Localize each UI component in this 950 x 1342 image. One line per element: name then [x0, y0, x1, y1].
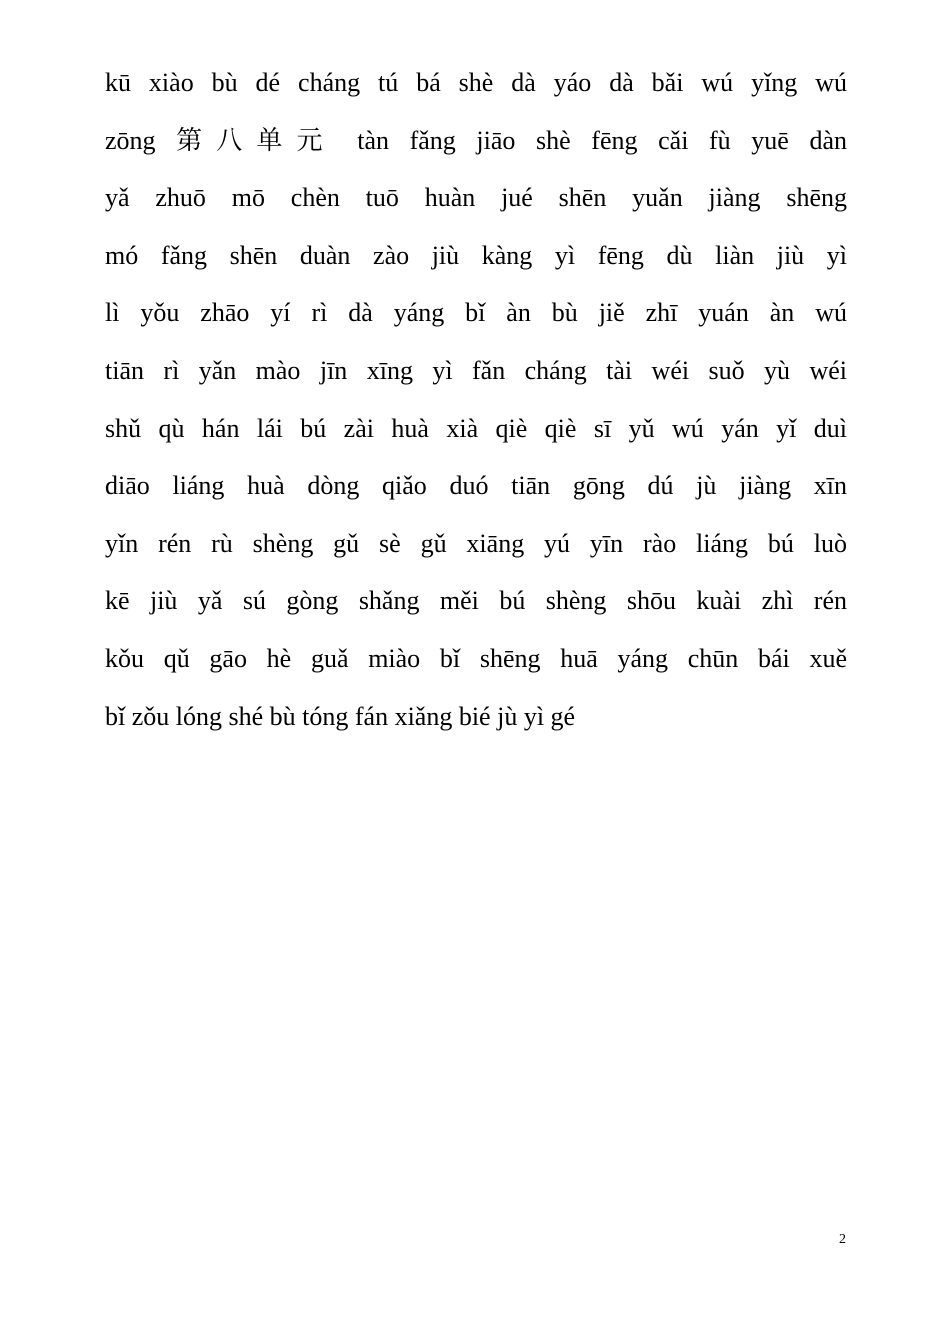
page-number: 2	[839, 1232, 846, 1247]
text-line-3: yǎ zhuō mō chèn tuō huàn jué shēn yuǎn jiàng shēng	[105, 183, 847, 213]
text-line-8: diāo liáng huà dòng qiǎo duó tiān gōng dú jù jiàng xīn	[105, 471, 847, 501]
text-line-5: lì yǒu zhāo yí rì dà yáng bǐ àn bù jiě zhī yuán àn wú	[105, 298, 847, 328]
text-line-6: tiān rì yǎn mào jīn xīng yì fǎn cháng tài wéi suǒ yù wéi	[105, 355, 847, 385]
text-line-10: kē jiù yǎ sú gòng shǎng měi bú shèng shōu kuài zhì rén	[105, 586, 847, 616]
text-line-7: shǔ qù hán lái bú zài huà xià qiè qiè sī yǔ wú yán yǐ duì	[105, 413, 847, 443]
text-line-2: zōng 第八单元 tàn fǎng jiāo shè fēng cǎi fù yuē dàn	[105, 125, 847, 155]
text-line-4: mó fǎng shēn duàn zào jiù kàng yì fēng dù liàn jiù yì	[105, 240, 847, 270]
text-line-1: kū xiào bù dé cháng tú bá shè dà yáo dà bǎi wú yǐng wú	[105, 68, 847, 97]
pinyin-text-block	[105, 54, 847, 745]
text-line-11: kǒu qǔ gāo hè guǎ miào bǐ shēng huā yáng chūn bái xuě	[105, 643, 847, 673]
text-line-12: bǐ zǒu lóng shé bù tóng fán xiǎng bié jù yì gé	[105, 701, 576, 731]
text-line-9: yǐn rén rù shèng gǔ sè gǔ xiāng yú yīn rào liáng bú luò	[105, 528, 847, 558]
